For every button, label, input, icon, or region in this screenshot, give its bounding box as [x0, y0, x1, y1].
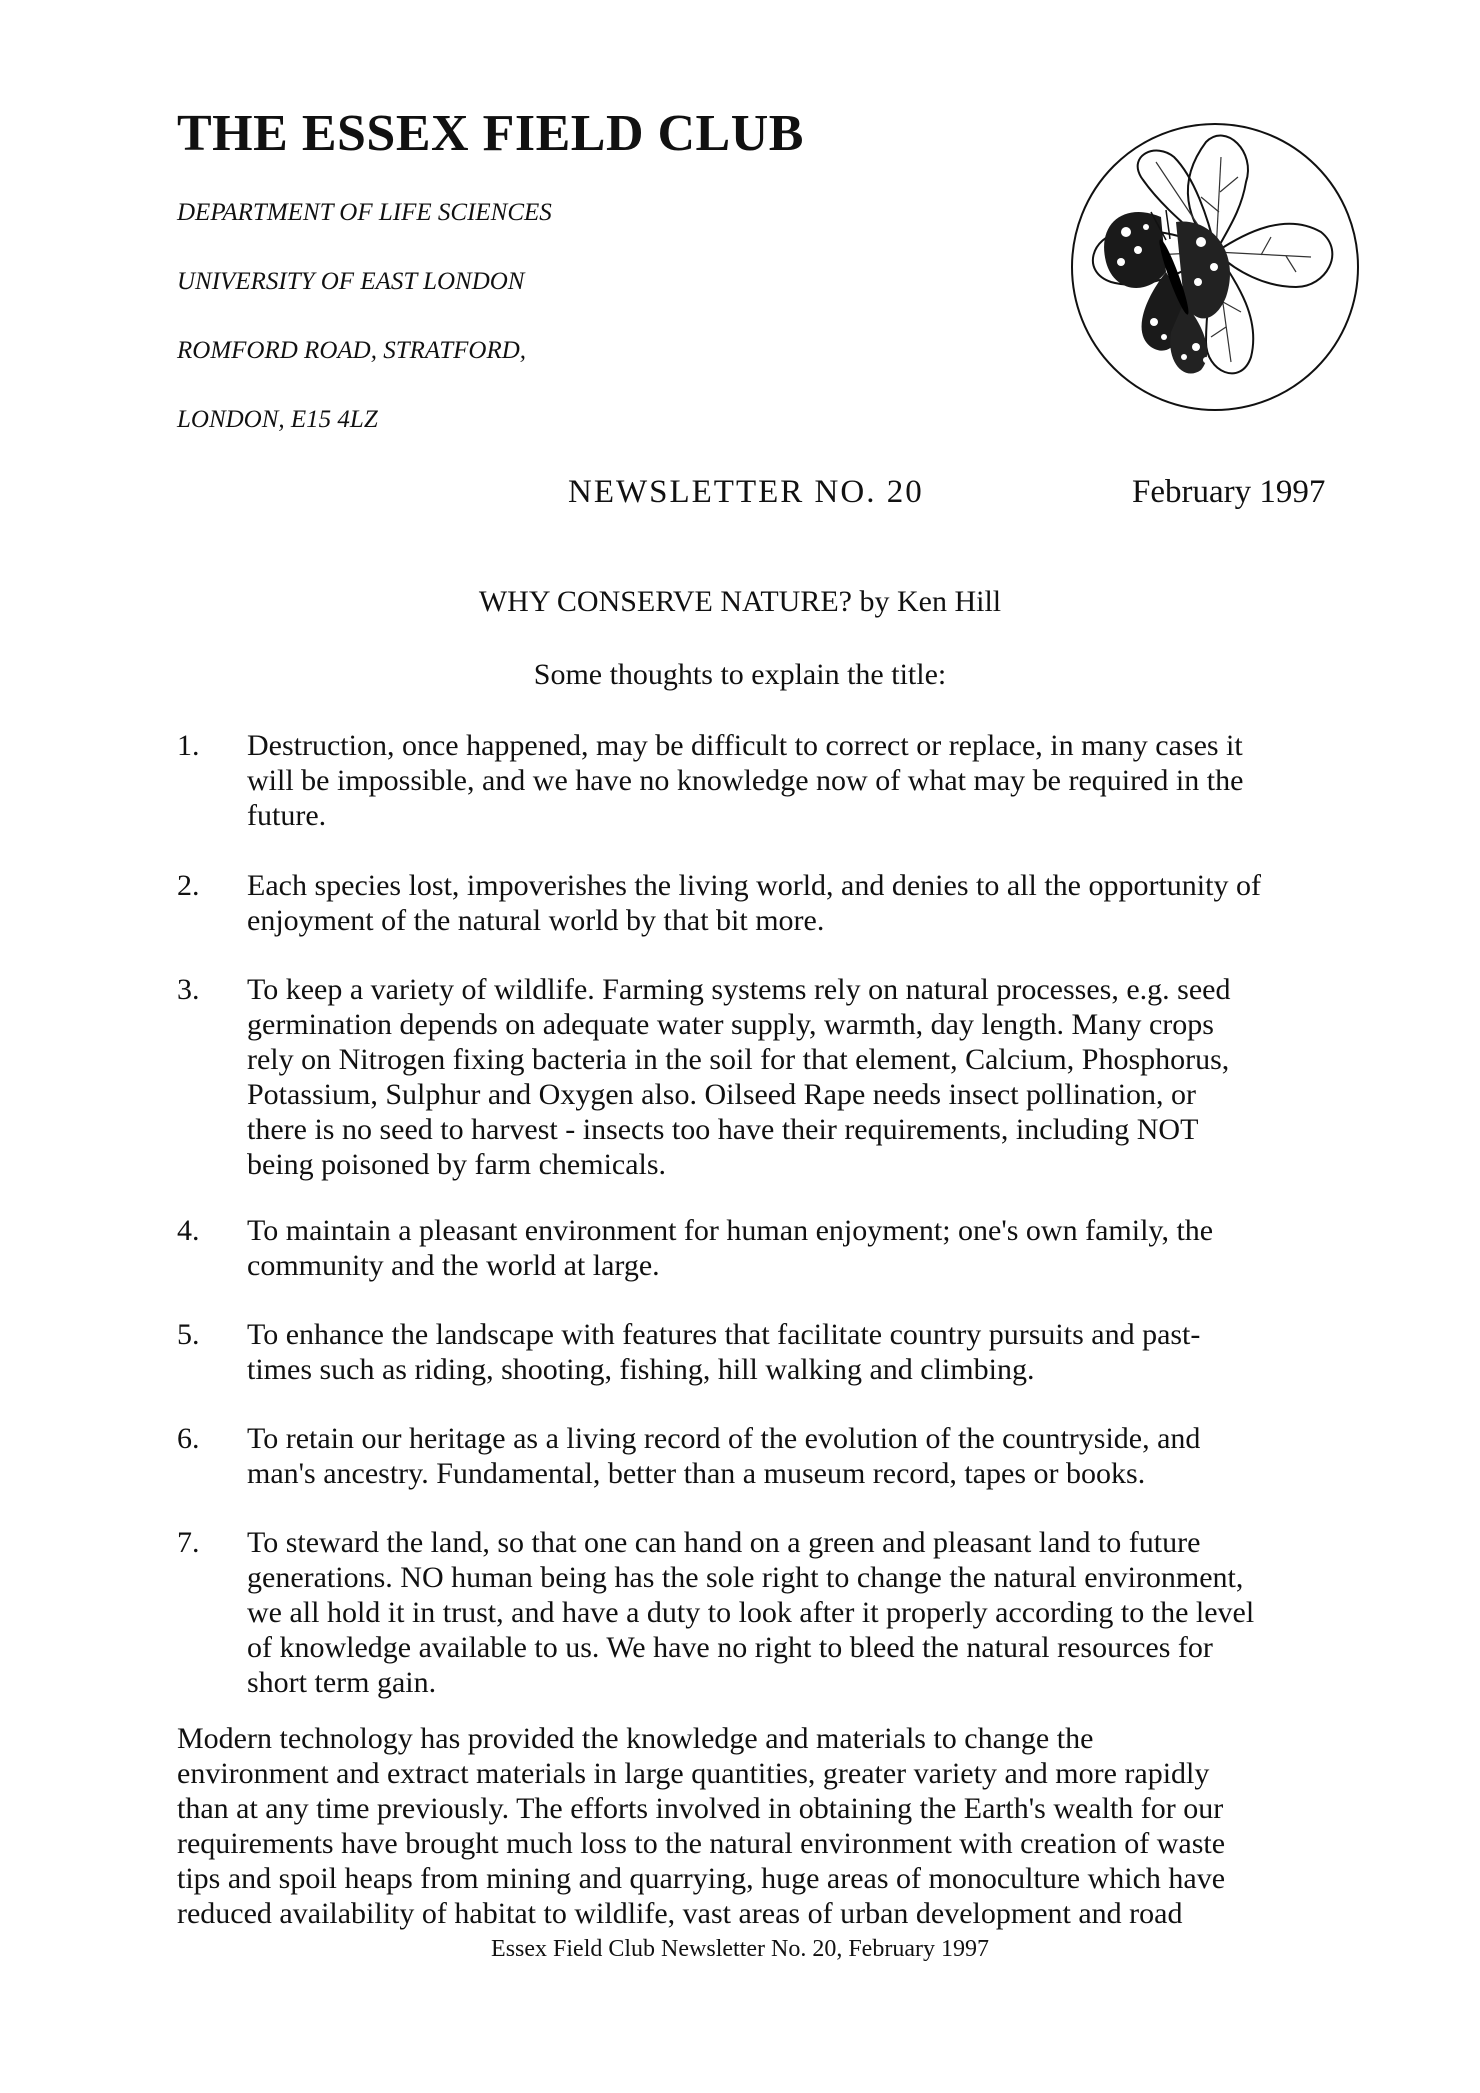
point-text	[247, 1525, 1357, 1700]
article-title: WHY CONSERVE NATURE? by Ken Hill	[478, 585, 1002, 618]
closing-paragraph	[177, 1721, 1337, 1931]
point-line: we all hold it in trust, and have a duty to look after it properly according to the level	[247, 1596, 1255, 1629]
point-line: short term gain.	[247, 1666, 437, 1699]
point-line: community and the world at large.	[247, 1249, 660, 1282]
newsletter-issue-number: NEWSLETTER NO. 20	[568, 474, 924, 510]
address-line-university: UNIVERSITY OF EAST LONDON	[177, 268, 525, 295]
point-number: 7.	[177, 1526, 200, 1559]
address-line-road: ROMFORD ROAD, STRATFORD,	[177, 337, 527, 364]
point-line: Destruction, once happened, may be difficult to correct or replace, in many cases it	[247, 729, 1243, 762]
point-text	[247, 1213, 1357, 1283]
point-line: times such as riding, shooting, fishing, hill walking and climbing.	[247, 1353, 1035, 1386]
address-line-department: DEPARTMENT OF LIFE SCIENCES	[177, 199, 552, 226]
point-line: future.	[247, 799, 327, 832]
club-name-heading: THE ESSEX FIELD CLUB	[177, 105, 804, 162]
address-line-city: LONDON, E15 4LZ	[177, 406, 378, 433]
point-number: 6.	[177, 1422, 200, 1455]
point-number: 4.	[177, 1214, 200, 1247]
point-number: 2.	[177, 869, 200, 902]
point-line: To maintain a pleasant environment for human enjoyment; one's own family, the	[247, 1214, 1214, 1247]
point-line: Each species lost, impoverishes the living world, and denies to all the opportunity of	[247, 869, 1261, 902]
point-line: man's ancestry. Fundamental, better than a museum record, tapes or books.	[247, 1457, 1146, 1490]
paragraph-line: environment and extract materials in large quantities, greater variety and more rapidly	[177, 1757, 1210, 1790]
point-line: of knowledge available to us. We have no right to bleed the natural resources for	[247, 1631, 1213, 1664]
point-number: 1.	[177, 729, 200, 762]
point-line: To steward the land, so that one can hand on a green and pleasant land to future	[247, 1526, 1201, 1559]
butterfly-on-leaf-emblem-icon	[1066, 122, 1364, 412]
paragraph-line: Modern technology has provided the knowledge and materials to change the	[177, 1722, 1094, 1755]
point-line: germination depends on adequate water supply, warmth, day length. Many crops	[247, 1008, 1214, 1041]
point-line: To keep a variety of wildlife. Farming systems rely on natural processes, e.g. seed	[247, 973, 1231, 1006]
point-text	[247, 1317, 1357, 1387]
point-line: will be impossible, and we have no knowledge now of what may be required in the	[247, 764, 1244, 797]
paragraph-line: than at any time previously. The efforts involved in obtaining the Earth's wealth for our	[177, 1792, 1224, 1825]
point-text	[247, 972, 1357, 1182]
point-number: 3.	[177, 973, 200, 1006]
paragraph-line: reduced availability of habitat to wildlife, vast areas of urban development and road	[177, 1897, 1183, 1930]
article-intro: Some thoughts to explain the title:	[533, 658, 947, 691]
point-line: To enhance the landscape with features that facilitate country pursuits and past-	[247, 1318, 1201, 1351]
point-line: To retain our heritage as a living record of the evolution of the countryside, and	[247, 1422, 1201, 1455]
page-footer: Essex Field Club Newsletter No. 20, February 1997	[491, 1936, 989, 1962]
paragraph-line: requirements have brought much loss to the natural environment with creation of waste	[177, 1827, 1226, 1860]
point-line: Potassium, Sulphur and Oxygen also. Oilseed Rape needs insect pollination, or	[247, 1078, 1197, 1111]
point-text	[247, 868, 1357, 938]
point-line: there is no seed to harvest - insects too have their requirements, including NOT	[247, 1113, 1199, 1146]
newsletter-date: February 1997	[1132, 474, 1326, 510]
point-number: 5.	[177, 1318, 200, 1351]
point-text	[247, 1421, 1357, 1491]
point-line: generations. NO human being has the sole right to change the natural environment,	[247, 1561, 1244, 1594]
paragraph-line: tips and spoil heaps from mining and quarrying, huge areas of monoculture which have	[177, 1862, 1226, 1895]
point-line: being poisoned by farm chemicals.	[247, 1148, 667, 1181]
point-line: rely on Nitrogen fixing bacteria in the soil for that element, Calcium, Phosphorus,	[247, 1043, 1230, 1076]
point-line: enjoyment of the natural world by that bit more.	[247, 904, 825, 937]
point-text	[247, 728, 1357, 833]
